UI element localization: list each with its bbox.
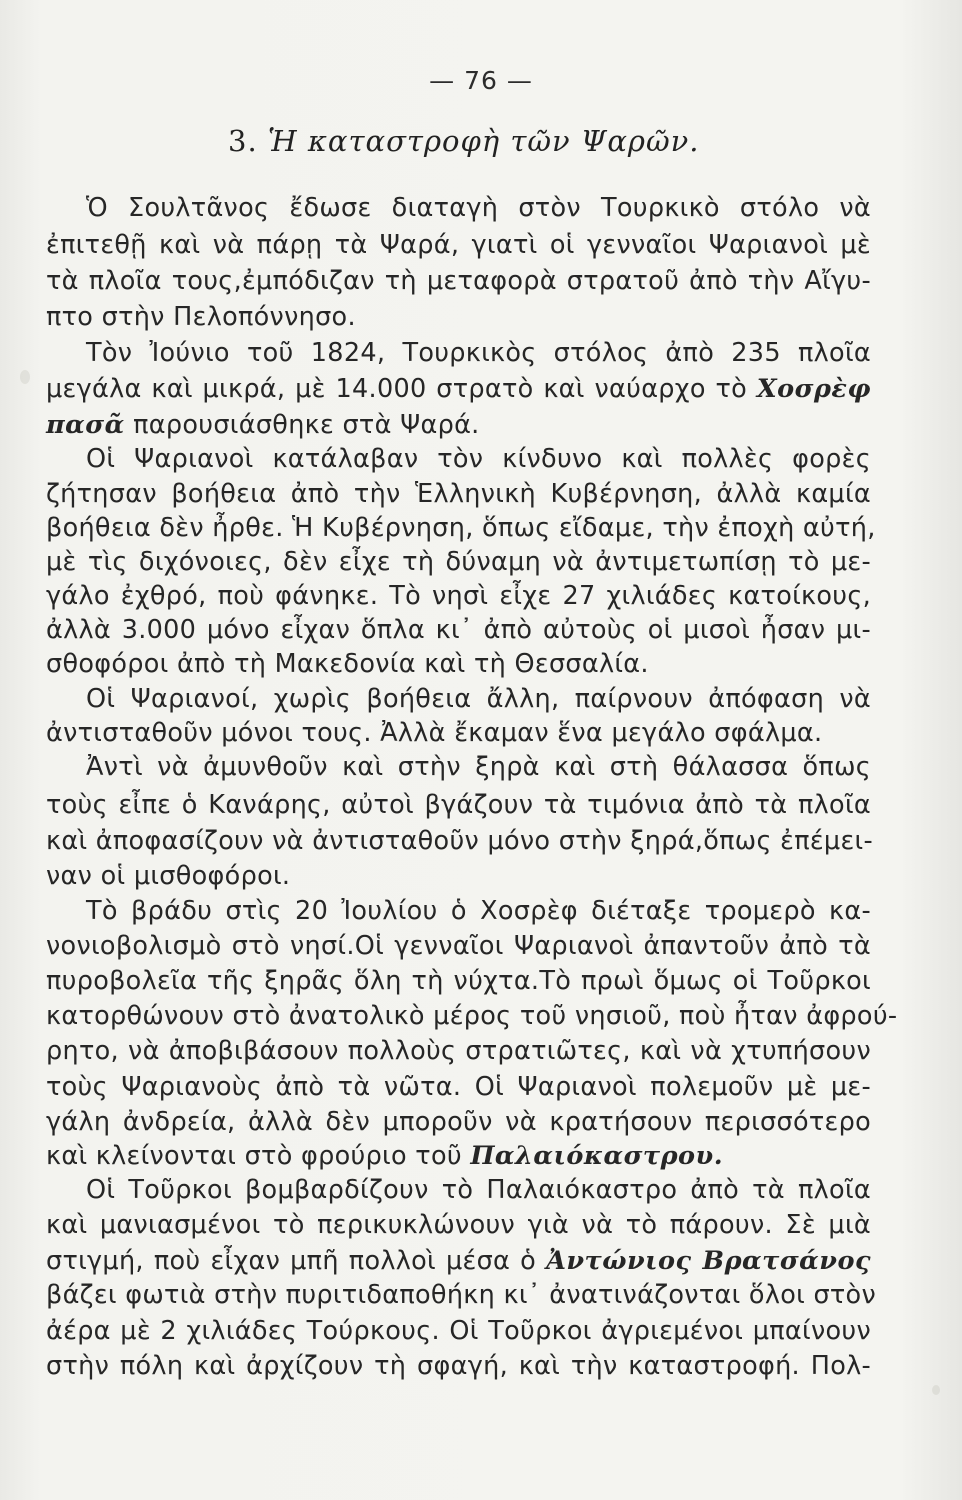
text-segment: μὲ τὶς διχόνοιες, δὲν εἶχε τὴ δύναμη νὰ ἀντιμετωπίσῃ τὸ με- bbox=[46, 547, 871, 577]
text-line bbox=[46, 1349, 871, 1383]
text-segment: πυροβολεῖα τῆς ξηρᾶς ὅλη τὴ νύχτα.Τὸ πρωὶ ὅμως οἱ Τοῦρκοι bbox=[46, 966, 871, 996]
text-line bbox=[46, 264, 871, 298]
page-smudge bbox=[20, 370, 30, 384]
text-segment: γάλο ἐχθρό, ποὺ φάνηκε. Τὸ νησὶ εἶχε 27 χιλιάδες κατοίκους, bbox=[46, 581, 871, 611]
text-segment: πτο στὴν Πελοπόννησο. bbox=[46, 302, 356, 332]
text-line bbox=[46, 579, 871, 613]
text-segment: Οἱ Ψαριανοί, χωρὶς βοήθεια ἄλλη, παίρνουν ἀπόφαση νὰ bbox=[86, 684, 871, 714]
text-line bbox=[46, 300, 871, 334]
text-line bbox=[46, 894, 871, 928]
text-segment: τοὺς Ψαριανοὺς ἀπὸ τὰ νῶτα. Οἱ Ψαριανοὶ πολεμοῦν μὲ με- bbox=[46, 1072, 871, 1102]
text-segment: Οἱ Τοῦρκοι βομβαρδίζουν τὸ Παλαιόκαστρο ἀπὸ τὰ πλοῖα bbox=[86, 1175, 871, 1205]
text-segment: ἀντισταθοῦν μόνοι τους. Ἀλλὰ ἔκαμαν ἕνα μεγάλο σφάλμα. bbox=[46, 718, 823, 748]
text-segment: ναν οἱ μισθοφόροι. bbox=[46, 861, 291, 891]
text-segment: Ὁ Σουλτᾶνος ἔδωσε διαταγὴ στὸν Τουρκικὸ στόλο νὰ bbox=[86, 193, 871, 223]
text-line bbox=[46, 1070, 871, 1104]
text-line bbox=[46, 1244, 871, 1278]
text-line bbox=[46, 647, 871, 681]
text-segment: παρουσιάσθηκε στὰ Ψαρά. bbox=[124, 410, 480, 440]
text-line bbox=[46, 1314, 871, 1348]
text-line bbox=[46, 336, 871, 370]
text-segment: βοήθεια δὲν ἦρθε. Ἡ Κυβέρνηση, ὅπως εἴδαμε, τὴν ἐποχὴ αὐτή, bbox=[46, 513, 876, 543]
text-line bbox=[46, 511, 876, 545]
text-segment: καὶ ἀποφασίζουν νὰ ἀντισταθοῦν μόνο στὴν ξηρά,ὅπως ἐπέμει- bbox=[46, 826, 873, 856]
emphasized-name: Παλαιόκαστρου. bbox=[470, 1141, 724, 1171]
text-segment: κατορθώνουν στὸ ἀνατολικὸ μέρος τοῦ νησιοῦ, ποὺ ἦταν ἀφρού- bbox=[46, 1001, 898, 1031]
text-line bbox=[46, 372, 871, 406]
text-segment: σθοφόροι ἀπὸ τὴ Μακεδονία καὶ τὴ Θεσσαλία. bbox=[46, 649, 649, 679]
text-line bbox=[46, 1139, 871, 1173]
text-segment: Τὸ βράδυ στὶς 20 Ἰουλίου ὁ Χοσρὲφ διέταξε τρομερὸ κα- bbox=[86, 896, 871, 926]
emphasized-name: Χοσρὲφ bbox=[756, 374, 871, 404]
text-line bbox=[46, 750, 871, 784]
text-segment: ἀέρα μὲ 2 χιλιάδες Τούρκους. Οἱ Τοῦρκοι ἀγριεμένοι μπαίνουν bbox=[46, 1316, 871, 1346]
text-line bbox=[46, 859, 871, 893]
text-segment: στὴν πόλη καὶ ἀρχίζουν τὴ σφαγή, καὶ τὴν καταστροφή. Πολ- bbox=[46, 1351, 871, 1381]
text-segment: καὶ κλείνονται στὸ φρούριο τοῦ bbox=[46, 1141, 471, 1171]
page-smudge bbox=[932, 1385, 940, 1395]
text-segment: Ἀντὶ νὰ ἀμυνθοῦν καὶ στὴν ξηρὰ καὶ στὴ θάλασσα ὅπως bbox=[86, 752, 871, 782]
emphasized-name: Ἀντώνιος Βρατσάνος bbox=[546, 1246, 871, 1276]
text-segment: ἐπιτεθῇ καὶ νὰ πάρῃ τὰ Ψαρά, γιατὶ οἱ γενναῖοι Ψαριανοὶ μὲ bbox=[46, 230, 871, 260]
chapter-number: 3. bbox=[228, 124, 258, 158]
text-line bbox=[46, 613, 871, 647]
text-segment: τὰ πλοῖα τους,ἐμπόδιζαν τὴ μεταφορὰ στρατοῦ ἀπὸ τὴν Αἴγυ- bbox=[46, 266, 871, 296]
text-line bbox=[46, 228, 871, 262]
chapter-title bbox=[228, 124, 699, 158]
text-line bbox=[46, 964, 871, 998]
text-line bbox=[46, 1034, 871, 1068]
text-line bbox=[46, 545, 871, 579]
text-line bbox=[46, 1173, 871, 1207]
text-segment: νονιοβολισμὸ στὸ νησί.Οἱ γενναῖοι Ψαριανοὶ ἀπαντοῦν ἀπὸ τὰ bbox=[46, 931, 871, 961]
text-segment: καὶ μανιασμένοι τὸ περικυκλώνουν γιὰ νὰ τὸ πάρουν. Σὲ μιὰ bbox=[46, 1210, 871, 1240]
text-line bbox=[46, 442, 871, 476]
text-line bbox=[46, 929, 871, 963]
text-segment: βάζει φωτιὰ στὴν πυριτιδαποθήκη κι᾿ ἀνατινάζονται ὅλοι στὸν bbox=[46, 1280, 877, 1310]
text-line bbox=[46, 191, 871, 225]
text-segment: τοὺς εἶπε ὁ Κανάρης, αὐτοὶ βγάζουν τὰ τιμόνια ἀπὸ τὰ πλοῖα bbox=[46, 790, 871, 820]
text-line bbox=[46, 1278, 877, 1312]
text-segment: μεγάλα καὶ μικρά, μὲ 14.000 στρατὸ καὶ ναύαρχο τὸ bbox=[46, 374, 757, 404]
text-line bbox=[46, 1105, 871, 1139]
page-number: — 76 — bbox=[429, 66, 533, 95]
text-segment: Οἱ Ψαριανοὶ κατάλαβαν τὸν κίνδυνο καὶ πολλὲς φορὲς bbox=[86, 444, 871, 474]
text-line bbox=[46, 999, 898, 1033]
emphasized-name: πασᾶ bbox=[46, 410, 125, 440]
text-line bbox=[46, 824, 871, 858]
text-segment: Τὸν Ἰούνιο τοῦ 1824, Τουρκικὸς στόλος ἀπὸ 235 πλοῖα bbox=[86, 338, 871, 368]
text-segment: γάλη ἀνδρεία, ἀλλὰ δὲν μποροῦν νὰ κρατήσουν περισσότερο bbox=[46, 1107, 871, 1137]
text-line bbox=[46, 477, 871, 511]
text-segment: ἀλλὰ 3.000 μόνο εἶχαν ὅπλα κι᾿ ἀπὸ αὐτοὺς οἱ μισοὶ ἦσαν μι- bbox=[46, 615, 871, 645]
text-segment: στιγμή, ποὺ εἶχαν μπῆ πολλοὶ μέσα ὁ bbox=[46, 1246, 547, 1276]
text-line bbox=[46, 1208, 871, 1242]
chapter-title-text: Ἡ καταστροφὴ τῶν Ψαρῶν. bbox=[267, 124, 700, 158]
text-line bbox=[46, 682, 871, 716]
text-line bbox=[46, 408, 871, 442]
text-segment: ζήτησαν βοήθεια ἀπὸ τὴν Ἑλληνικὴ Κυβέρνηση, ἀλλὰ καμία bbox=[46, 479, 871, 509]
text-segment: ρητο, νὰ ἀποβιβάσουν πολλοὺς στρατιῶτες, καὶ νὰ χτυπήσουν bbox=[46, 1036, 871, 1066]
text-line bbox=[46, 716, 871, 750]
text-line bbox=[46, 788, 871, 822]
